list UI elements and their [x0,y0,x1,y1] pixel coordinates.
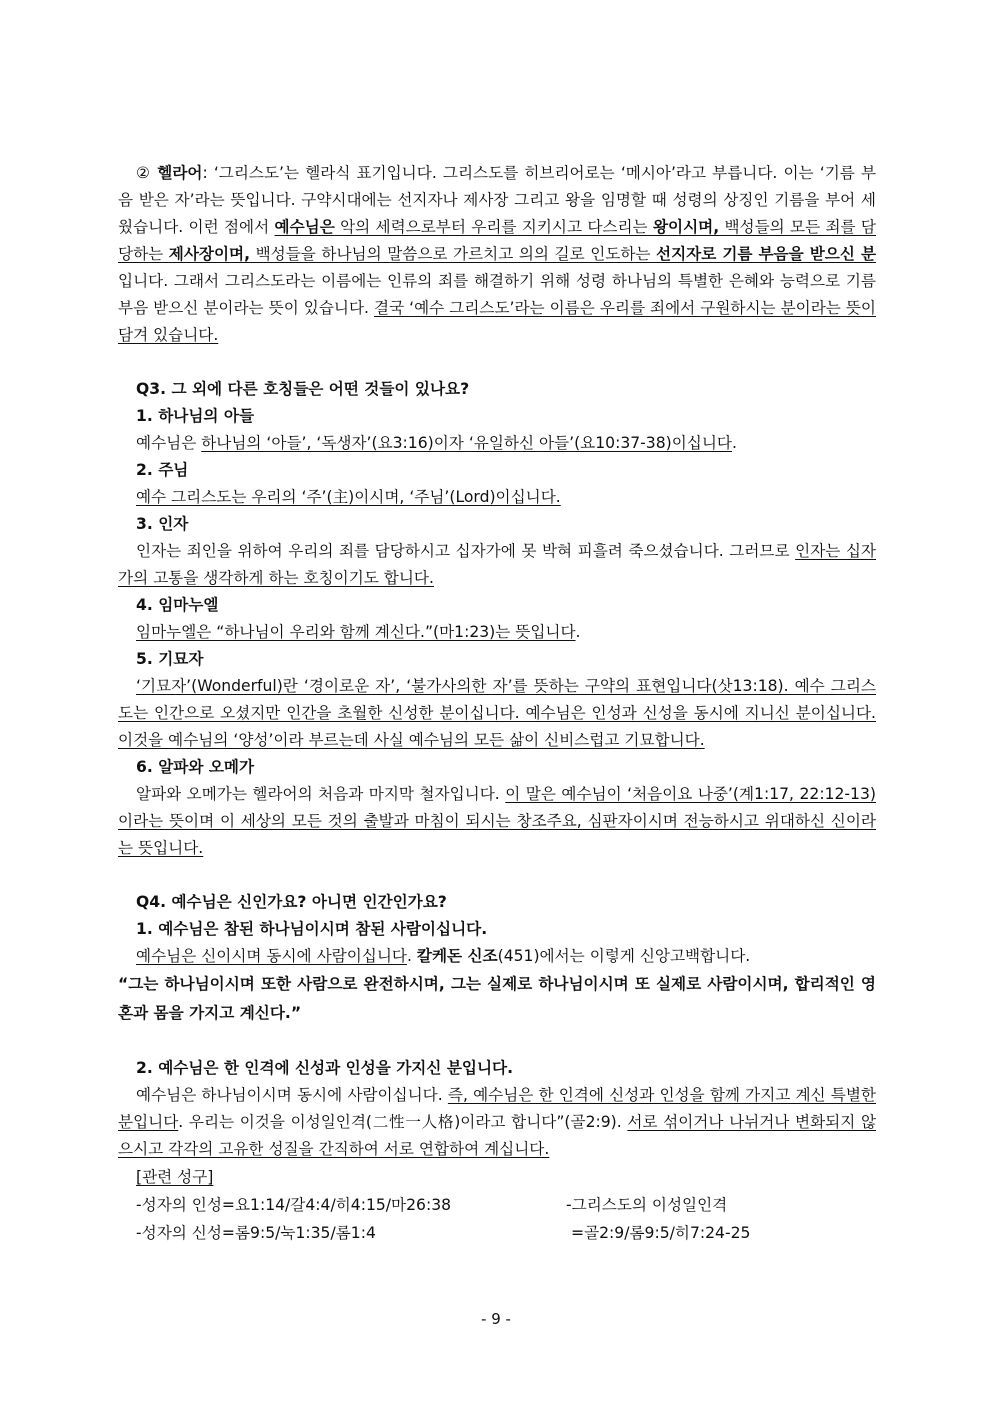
related-verses [136,1163,876,1247]
question-4-title: Q4. 예수님은 신인가요? 아니면 인간인가요? [136,893,447,911]
q4-item-2-heading: 2. 예수님은 한 인격에 신성과 인성을 가지신 분입니다. [136,1059,514,1077]
verse-row: -성자의 인성=요1:14/갈4:4/히4:15/마26:38 -그리스도의 이성일인격 [136,1196,728,1214]
q3-item-1-text: 예수님은 하나님의 ‘아들’, ‘독생자’(요3:16)이자 ‘유일하신 아들’(요10:37-38)이십니다. [136,434,737,452]
page-number: - 9 - [481,1310,511,1328]
q3-item-4-heading: 4. 임마누엘 [136,596,219,614]
q3-item-6-text: 알파와 오메가는 헬라어의 처음과 마지막 철자입니다. 이 말은 예수님이 ‘처음이요 나중’(계1:17, 22:12-13)이라는 뜻이며 이 세상의 모든 것의 출발과 마침이 되시는 창조주요, 심판자이시며 전능하시고 위대하신 신이라는 뜻입니다. [118,785,876,857]
related-verses-title: [관련 성구] [136,1168,214,1186]
q3-item-2-text: 예수 그리스도는 우리의 ‘주’(主)이시며, ‘주님’(Lord)이십니다. [136,488,561,506]
q4-item-1-text: 예수님은 신이시며 동시에 사람이십니다. 칼케돈 신조(451)에서는 이렇게 신앙고백합니다. [136,947,751,965]
q3-item-6-heading: 6. 알파와 오메가 [136,758,255,776]
q3-item-2-heading: 2. 주님 [136,461,189,479]
q4-item-1-heading: 1. 예수님은 참된 하나님이시며 참된 사람이십니다. [136,920,488,938]
q3-item-3-heading: 3. 인자 [136,515,189,533]
document-body [118,160,876,1247]
paragraph-hellenic: ② 헬라어: ‘그리스도’는 헬라식 표기입니다. 그리스도를 히브리어로는 ‘메시아’라고 부릅니다. 이는 ‘기름 부음 받은 자’라는 뜻입니다. 구약시대에는 선지자나 제사장 그리고 왕을 임명할 때 성령의 상징인 기름을 부어 세웠습니다. 이런 점에서 예수님은 악의 세력으로부터 우리를 지키시고 다스리는 왕이시며, 백성들의 모든 죄를 담당하는 제사장이며, 백성들을 하나님의 말씀으로 가르치고 의의 길로 인도하는 선지자로 기름 부음을 받으신 분입니다. 그래서 그리스도라는 이름에는 인류의 죄를 해결하기 위해 성령 하나님의 특별한 은혜와 능력으로 기름 부음 받으신 분이라는 뜻이 있습니다. 결국 ‘예수 그리스도’라는 이름은 우리를 죄에서 구원하시는 분이라는 뜻이 담겨 있습니다. [118,164,877,344]
q3-item-5-text: ‘기묘자’(Wonderful)란 ‘경이로운 자’, ‘불가사의한 자’를 뜻하는 구약의 표현입니다(삿13:18). 예수 그리스도는 인간으로 오셨지만 인간을 초월한 신성한 분이십니다. 예수님은 인성과 신성을 동시에 지니신 분이십니다. 이것을 예수님의 ‘양성’이라 부르는데 사실 예수님의 모든 삶이 신비스럽고 기묘합니다. [118,677,876,749]
q3-item-5-heading: 5. 기묘자 [136,650,204,668]
q3-item-4-text: 임마누엘은 “하나님이 우리와 함께 계신다.”(마1:23)는 뜻입니다. [136,623,581,641]
q3-item-1-heading: 1. 하나님의 아들 [136,407,255,425]
question-3-title: Q3. 그 외에 다른 호칭들은 어떤 것들이 있나요? [136,380,470,398]
chalcedon-quote: “그는 하나님이시며 또한 사람으로 완전하시며, 그는 실제로 하나님이시며 또 실제로 사람이시며, 합리적인 영혼과 몸을 가지고 계신다.” [118,975,876,1022]
q4-item-2-text: 예수님은 하나님이시며 동시에 사람이십니다. 즉, 예수님은 한 인격에 신성과 인성을 함께 가지고 계신 특별한 분입니다. 우리는 이것을 이성일인격(二性一人格)이라고 합니다”(골2:9). 서로 섞이거나 나뉘거나 변화되지 않으시고 각각의 고유한 성질을 간직하여 서로 연합하여 계십니다. [118,1086,877,1158]
verse-row: -성자의 신성=롬9:5/눅1:35/롬1:4 =골2:9/롬9:5/히7:24-25 [136,1224,751,1242]
q3-item-3-text: 인자는 죄인을 위하여 우리의 죄를 담당하시고 십자가에 못 박혀 피흘려 죽으셨습니다. 그러므로 인자는 십자가의 고통을 생각하게 하는 호칭이기도 합니다. [118,542,876,587]
